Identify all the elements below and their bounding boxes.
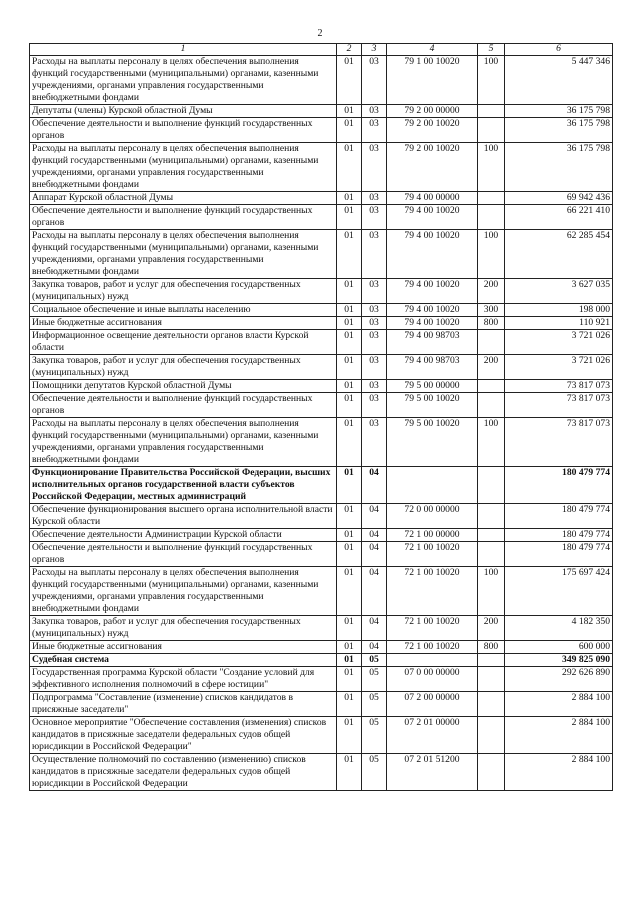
row-name-cell: Депутаты (члены) Курской областной Думы (30, 105, 337, 118)
table-row (30, 542, 613, 567)
table-row (30, 330, 613, 355)
row-name-cell: Иные бюджетные ассигнования (30, 317, 337, 330)
table-row (30, 641, 613, 654)
table-row (30, 279, 613, 304)
table-row (30, 317, 613, 330)
row-subsection-cell: 03 (362, 230, 387, 279)
row-amount-cell: 73 817 073 (505, 380, 613, 393)
row-target-code-cell: 79 2 00 10020 (387, 118, 478, 143)
row-expense-type-cell: 200 (478, 616, 505, 641)
table-row (30, 380, 613, 393)
row-name-cell: Расходы на выплаты персоналу в целях обеспечения выполнения функций государственными (муниципальными) органами, казенными учреждениями, органами управления государственными внебюджетными фондами (30, 143, 337, 192)
row-section-cell: 01 (337, 230, 362, 279)
header-cell-name: 1 (30, 44, 337, 56)
row-expense-type-cell (478, 380, 505, 393)
table-row (30, 118, 613, 143)
row-subsection-cell: 04 (362, 467, 387, 504)
row-expense-type-cell (478, 504, 505, 529)
row-target-code-cell: 79 4 00 10020 (387, 230, 478, 279)
row-target-code-cell: 07 2 00 00000 (387, 692, 478, 717)
row-section-cell: 01 (337, 717, 362, 754)
row-name-cell: Обеспечение деятельности и выполнение функций государственных органов (30, 393, 337, 418)
row-section-cell: 01 (337, 317, 362, 330)
row-target-code-cell: 07 0 00 00000 (387, 667, 478, 692)
row-target-code-cell: 79 4 00 10020 (387, 317, 478, 330)
row-amount-cell: 2 884 100 (505, 754, 613, 791)
row-name-cell: Аппарат Курской областной Думы (30, 192, 337, 205)
row-target-code-cell: 72 1 00 00000 (387, 529, 478, 542)
row-section-cell: 01 (337, 205, 362, 230)
row-section-cell: 01 (337, 143, 362, 192)
row-target-code-cell: 79 5 00 00000 (387, 380, 478, 393)
row-expense-type-cell (478, 654, 505, 667)
row-expense-type-cell: 800 (478, 317, 505, 330)
row-expense-type-cell (478, 467, 505, 504)
row-name-cell: Расходы на выплаты персоналу в целях обеспечения выполнения функций государственными (муниципальными) органами, казенными учреждениями, органами управления государственными внебюджетными фондами (30, 418, 337, 467)
row-section-cell: 01 (337, 56, 362, 105)
row-section-cell: 01 (337, 641, 362, 654)
table-row (30, 304, 613, 317)
row-section-cell: 01 (337, 667, 362, 692)
row-subsection-cell: 04 (362, 567, 387, 616)
row-subsection-cell: 04 (362, 542, 387, 567)
table-row (30, 654, 613, 667)
row-section-cell: 01 (337, 754, 362, 791)
row-expense-type-cell (478, 717, 505, 754)
row-expense-type-cell: 200 (478, 279, 505, 304)
row-expense-type-cell (478, 393, 505, 418)
row-name-cell: Закупка товаров, работ и услуг для обеспечения государственных (муниципальных) нужд (30, 355, 337, 380)
row-amount-cell: 110 921 (505, 317, 613, 330)
row-subsection-cell: 03 (362, 330, 387, 355)
row-subsection-cell: 05 (362, 692, 387, 717)
row-name-cell: Информационное освещение деятельности органов власти Курской области (30, 330, 337, 355)
table-row (30, 567, 613, 616)
row-expense-type-cell (478, 529, 505, 542)
row-target-code-cell: 79 4 00 10020 (387, 205, 478, 230)
table-row (30, 355, 613, 380)
row-section-cell: 01 (337, 692, 362, 717)
row-target-code-cell: 72 0 00 00000 (387, 504, 478, 529)
row-expense-type-cell (478, 692, 505, 717)
row-amount-cell: 69 942 436 (505, 192, 613, 205)
row-amount-cell: 62 285 454 (505, 230, 613, 279)
row-expense-type-cell: 100 (478, 567, 505, 616)
row-target-code-cell (387, 467, 478, 504)
row-amount-cell: 3 721 026 (505, 330, 613, 355)
table-row (30, 205, 613, 230)
row-expense-type-cell (478, 542, 505, 567)
row-expense-type-cell: 100 (478, 143, 505, 192)
row-subsection-cell: 03 (362, 393, 387, 418)
row-target-code-cell: 72 1 00 10020 (387, 542, 478, 567)
row-name-cell: Судебная система (30, 654, 337, 667)
row-amount-cell: 349 825 090 (505, 654, 613, 667)
row-subsection-cell: 03 (362, 304, 387, 317)
header-cell-expense-type: 5 (478, 44, 505, 56)
row-subsection-cell: 04 (362, 529, 387, 542)
row-amount-cell: 66 221 410 (505, 205, 613, 230)
row-expense-type-cell (478, 205, 505, 230)
row-section-cell: 01 (337, 330, 362, 355)
row-subsection-cell: 03 (362, 317, 387, 330)
row-name-cell: Подпрограмма "Составление (изменение) списков кандидатов в присяжные заседатели" (30, 692, 337, 717)
row-target-code-cell: 79 4 00 10020 (387, 304, 478, 317)
row-subsection-cell: 03 (362, 56, 387, 105)
row-target-code-cell: 79 1 00 10020 (387, 56, 478, 105)
row-section-cell: 01 (337, 542, 362, 567)
row-target-code-cell: 72 1 00 10020 (387, 616, 478, 641)
row-name-cell: Закупка товаров, работ и услуг для обеспечения государственных (муниципальных) нужд (30, 279, 337, 304)
table-row (30, 143, 613, 192)
row-amount-cell: 36 175 798 (505, 118, 613, 143)
table-row (30, 418, 613, 467)
row-amount-cell: 180 479 774 (505, 504, 613, 529)
row-subsection-cell: 05 (362, 717, 387, 754)
row-target-code-cell: 79 2 00 00000 (387, 105, 478, 118)
row-subsection-cell: 04 (362, 641, 387, 654)
row-name-cell: Расходы на выплаты персоналу в целях обеспечения выполнения функций государственными (муниципальными) органами, казенными учреждениями, органами управления государственными внебюджетными фондами (30, 230, 337, 279)
row-section-cell: 01 (337, 567, 362, 616)
table-row (30, 667, 613, 692)
table-row (30, 692, 613, 717)
row-expense-type-cell (478, 330, 505, 355)
row-subsection-cell: 03 (362, 105, 387, 118)
row-name-cell: Обеспечение функционирования высшего органа исполнительной власти Курской области (30, 504, 337, 529)
table-row (30, 105, 613, 118)
row-amount-cell: 3 721 026 (505, 355, 613, 380)
row-name-cell: Обеспечение деятельности Администрации Курской области (30, 529, 337, 542)
table-row (30, 393, 613, 418)
table-row (30, 717, 613, 754)
row-target-code-cell: 07 2 01 00000 (387, 717, 478, 754)
row-section-cell: 01 (337, 355, 362, 380)
row-amount-cell: 180 479 774 (505, 542, 613, 567)
row-subsection-cell: 03 (362, 143, 387, 192)
table-row (30, 467, 613, 504)
page-number: 2 (317, 28, 323, 39)
row-target-code-cell: 07 2 01 51200 (387, 754, 478, 791)
row-amount-cell: 5 447 346 (505, 56, 613, 105)
table-row (30, 616, 613, 641)
row-amount-cell: 73 817 073 (505, 418, 613, 467)
row-amount-cell: 36 175 798 (505, 143, 613, 192)
row-name-cell: Социальное обеспечение и иные выплаты населению (30, 304, 337, 317)
row-target-code-cell: 79 4 00 98703 (387, 330, 478, 355)
row-subsection-cell: 05 (362, 754, 387, 791)
row-name-cell: Обеспечение деятельности и выполнение функций государственных органов (30, 118, 337, 143)
table-row (30, 56, 613, 105)
row-name-cell: Закупка товаров, работ и услуг для обеспечения государственных (муниципальных) нужд (30, 616, 337, 641)
row-amount-cell: 180 479 774 (505, 467, 613, 504)
row-name-cell: Обеспечение деятельности и выполнение функций государственных органов (30, 542, 337, 567)
row-section-cell: 01 (337, 654, 362, 667)
row-subsection-cell: 03 (362, 192, 387, 205)
header-cell-amount: 6 (505, 44, 613, 56)
row-expense-type-cell (478, 754, 505, 791)
row-name-cell: Функционирование Правительства Российской Федерации, высших исполнительных органов государственной власти субъектов Российской Федерации, местных администраций (30, 467, 337, 504)
table-row (30, 529, 613, 542)
row-name-cell: Основное мероприятие "Обеспечение составления (изменения) списков кандидатов в присяжные заседатели федеральных судов общей юрисдикции в Российской Федерации" (30, 717, 337, 754)
row-amount-cell: 2 884 100 (505, 692, 613, 717)
row-section-cell: 01 (337, 118, 362, 143)
row-expense-type-cell (478, 105, 505, 118)
row-target-code-cell: 72 1 00 10020 (387, 567, 478, 616)
row-expense-type-cell: 300 (478, 304, 505, 317)
row-amount-cell: 36 175 798 (505, 105, 613, 118)
row-expense-type-cell: 100 (478, 418, 505, 467)
row-subsection-cell: 03 (362, 279, 387, 304)
row-amount-cell: 180 479 774 (505, 529, 613, 542)
row-subsection-cell: 03 (362, 118, 387, 143)
header-cell-target-code: 4 (387, 44, 478, 56)
row-amount-cell: 3 627 035 (505, 279, 613, 304)
row-amount-cell: 4 182 350 (505, 616, 613, 641)
table-row (30, 230, 613, 279)
row-target-code-cell: 79 4 00 10020 (387, 279, 478, 304)
row-amount-cell: 73 817 073 (505, 393, 613, 418)
row-subsection-cell: 04 (362, 616, 387, 641)
row-subsection-cell: 03 (362, 418, 387, 467)
row-amount-cell: 2 884 100 (505, 717, 613, 754)
row-target-code-cell: 79 5 00 10020 (387, 393, 478, 418)
row-amount-cell: 292 626 890 (505, 667, 613, 692)
row-section-cell: 01 (337, 192, 362, 205)
row-name-cell: Расходы на выплаты персоналу в целях обеспечения выполнения функций государственными (муниципальными) органами, казенными учреждениями, органами управления государственными внебюджетными фондами (30, 567, 337, 616)
row-target-code-cell (387, 654, 478, 667)
budget-table (29, 43, 613, 791)
row-subsection-cell: 03 (362, 205, 387, 230)
header-cell-section: 2 (337, 44, 362, 56)
row-expense-type-cell (478, 118, 505, 143)
row-target-code-cell: 79 4 00 00000 (387, 192, 478, 205)
row-amount-cell: 198 000 (505, 304, 613, 317)
row-expense-type-cell: 200 (478, 355, 505, 380)
row-expense-type-cell: 800 (478, 641, 505, 654)
row-subsection-cell: 03 (362, 380, 387, 393)
row-section-cell: 01 (337, 616, 362, 641)
row-section-cell: 01 (337, 467, 362, 504)
row-section-cell: 01 (337, 529, 362, 542)
row-section-cell: 01 (337, 504, 362, 529)
header-row (30, 44, 613, 56)
row-name-cell: Иные бюджетные ассигнования (30, 641, 337, 654)
header-cell-subsection: 3 (362, 44, 387, 56)
row-target-code-cell: 79 4 00 98703 (387, 355, 478, 380)
row-expense-type-cell (478, 192, 505, 205)
row-section-cell: 01 (337, 105, 362, 118)
row-expense-type-cell: 100 (478, 230, 505, 279)
row-amount-cell: 600 000 (505, 641, 613, 654)
row-expense-type-cell: 100 (478, 56, 505, 105)
row-section-cell: 01 (337, 418, 362, 467)
row-expense-type-cell (478, 667, 505, 692)
row-name-cell: Обеспечение деятельности и выполнение функций государственных органов (30, 205, 337, 230)
row-target-code-cell: 79 2 00 10020 (387, 143, 478, 192)
row-section-cell: 01 (337, 393, 362, 418)
row-section-cell: 01 (337, 279, 362, 304)
row-name-cell: Государственная программа Курской области "Создание условий для эффективного исполнения полномочий в сфере юстиции" (30, 667, 337, 692)
row-name-cell: Осуществление полномочий по составлению (изменению) списков кандидатов в присяжные заседатели федеральных судов общей юрисдикции в Российской Федерации (30, 754, 337, 791)
row-target-code-cell: 79 5 00 10020 (387, 418, 478, 467)
row-subsection-cell: 04 (362, 504, 387, 529)
row-amount-cell: 175 697 424 (505, 567, 613, 616)
table-row (30, 504, 613, 529)
row-target-code-cell: 72 1 00 10020 (387, 641, 478, 654)
row-subsection-cell: 03 (362, 355, 387, 380)
row-name-cell: Расходы на выплаты персоналу в целях обеспечения выполнения функций государственными (муниципальными) органами, казенными учреждениями, органами управления государственными внебюджетными фондами (30, 56, 337, 105)
row-section-cell: 01 (337, 380, 362, 393)
row-name-cell: Помощники депутатов Курской областной Думы (30, 380, 337, 393)
table-row (30, 754, 613, 791)
row-subsection-cell: 05 (362, 667, 387, 692)
row-subsection-cell: 05 (362, 654, 387, 667)
table-row (30, 192, 613, 205)
row-section-cell: 01 (337, 304, 362, 317)
